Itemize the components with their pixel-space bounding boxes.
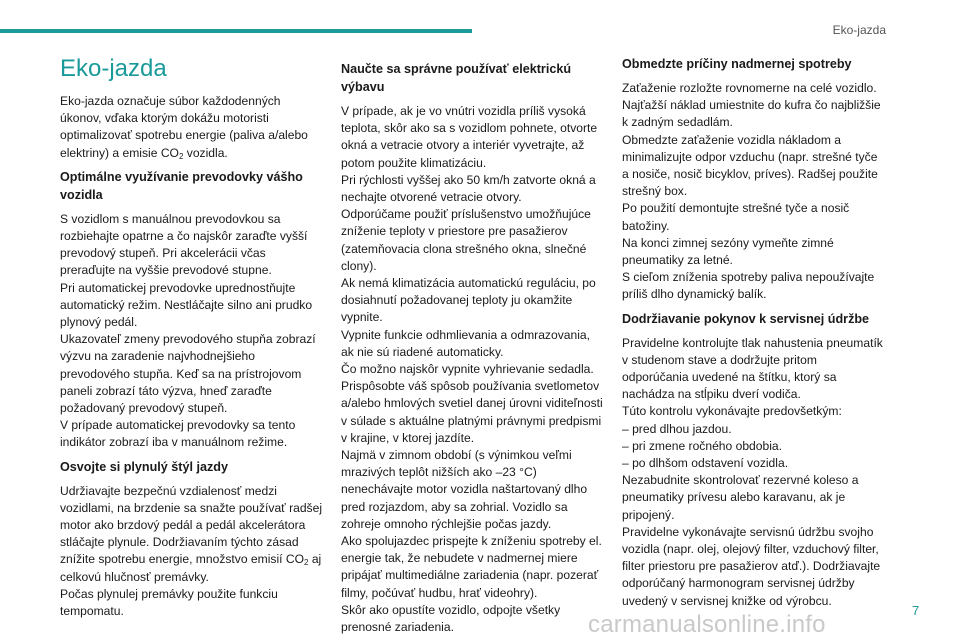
running-head: Eko-jazda bbox=[832, 23, 886, 37]
heading-gears: Optimálne využívanie prevodovky vášho vozidla bbox=[60, 169, 303, 202]
column-1 bbox=[60, 55, 322, 620]
column-2 bbox=[341, 60, 603, 636]
intro-paragraph: Eko-jazda označuje súbor každodenných úkonov, vďaka ktorým dokážu motoristi optimalizovať spotrebu energie (paliva a/alebo elektriny) a emisie $CO_2$ vozidla. bbox=[60, 94, 308, 161]
heading-electrical: Naučte sa správne používať elektrickú výbavu bbox=[341, 62, 572, 94]
body-service: Pravidelne kontrolujte tlak nahustenia pneumatík v studenom stave a dodržujte pritom odporúčania uvedené na štítku, ktorý sa nachádza na stĺpiku dverí vodiča. Túto kontrolu vykonávajte predovšetkým: – pred dlhou jazdou. – pri zmene ročného obdobia. – po dlhšom odstavení vozidla. Nezabudnite skontrolovať rezervné koleso a pneumatiky prívesu alebo karavanu, ak je pripojený. Pravidelne vykonávajte servisnú údržbu svojho vozidla (napr. olej, olejový filter, vzduchový filter, filter priestoru pre pasažierov atď.). Dodržiavajte odporúčaný harmonogram servisnej údržby uvedený v servisnej knižke od výrobcu. bbox=[622, 335, 883, 608]
body-gears: S vozidlom s manuálnou prevodovkou sa rozbiehajte opatrne a čo najskôr zaraďte vyšší prevodový stupeň. Pri akcelerácii včas preraďujte na vyššie prevodové stupne. Pri automatickej prevodovke uprednostňujte automatický režim. Nestláčajte silno ani prudko plynový pedál. Ukazovateľ zmeny prevodového stupňa zobrazí výzvu na zaradenie najvhodnejšieho prevodového stupňa. Keď sa na prístrojovom paneli zobrazí táto výzva, hneď zaraďte požadovaný prevodový stupeň. V prípade automatickej prevodovky sa tento indikátor zobrazí iba v manuálnom režime. bbox=[60, 211, 316, 450]
watermark: carmanualsonline.info bbox=[588, 611, 826, 638]
body-smooth-driving: Udržiavajte bezpečnú vzdialenosť medzi vozidlami, na brzdenie sa snažte používať radšej motor ako brzdový pedál a pedál akcelerátora stláčajte plynule. Dodržiavaním týchto zásad znížite spotrebu energie, množstvo emisií $CO_2$ aj celkovú hlučnosť premávky. Počas plynulej premávky použite funkciu tempomatu. bbox=[60, 483, 323, 619]
heading-limit-consumption: Obmedzte príčiny nadmernej spotreby bbox=[622, 57, 852, 71]
heading-smooth-driving: Osvojte si plynulý štýl jazdy bbox=[60, 459, 228, 474]
header-accent-bar bbox=[0, 29, 472, 33]
body-electrical: V prípade, ak je vo vnútri vozidla príliš vysoká teplota, skôr ako sa s vozidlom pohnete, otvorte okná a vetracie otvory a interiér vyvetrajte, až potom použite klimatizáciu. Pri rýchlosti vyššej ako 50 km/h zatvorte okná a nechajte otvorené vetracie otvory. Odporúčame použiť príslušenstvo umožňujúce zníženie teploty v priestore pre pasažierov (zatemňovacia clona strešného okna, slnečné clony). Ak nemá klimatizácia automatickú reguláciu, po dosiahnutí požadovanej teploty ju okamžite vypnite. Vypnite funkcie odhmlievania a odmrazovania, ak nie sú riadené automaticky. Čo možno najskôr vypnite vyhrievanie sedadla. Prispôsobte váš spôsob používania svetlometov a/alebo hmlových svetiel danej úrovni viditeľnosti v súlade s aktuálne platnými právnymi predpismi v krajine, v ktorej jazdíte. Najmä v zimnom období (s výnimkou veľmi mrazivých teplôt nižších ako –23 °C) nenechávajte motor vozidla naštartovaný dlho pred rozjazdom, aby sa zohrial. Vozidlo sa zohreje omnoho rýchlejšie počas jazdy. Ako spolujazdec prispejte k zníženiu spotreby el. energie tak, že nebudete v nadmernej miere pripájať multimediálne zariadenia (napr. pozerať filmy, počúvať hudbu, hrať videohry). Skôr ako opustíte vozidlo, odpojte všetky prenosné zariadenia. bbox=[341, 104, 603, 635]
page-title: Eko-jazda bbox=[60, 55, 167, 82]
body-limit-consumption: Zaťaženie rozložte rovnomerne na celé vozidlo. Najťažší náklad umiestnite do kufra čo najbližšie k zadným sedadlám. Obmedzte zaťaženie vozidla nákladom a minimalizujte odpor vzduchu (napr. strešné tyče a nosiče, nosič bicyklov, príves). Radšej použite strešný box. Po použití demontujte strešné tyče a nosič batožiny. Na konci zimnej sezóny vymeňte zimné pneumatiky za letné. S cieľom zníženia spotreby paliva nepoužívajte príliš dlho dynamický balík. bbox=[622, 81, 881, 302]
page-number: 7 bbox=[912, 603, 920, 618]
column-3 bbox=[622, 55, 884, 610]
heading-service: Dodržiavanie pokynov k servisnej údržbe bbox=[622, 311, 870, 326]
